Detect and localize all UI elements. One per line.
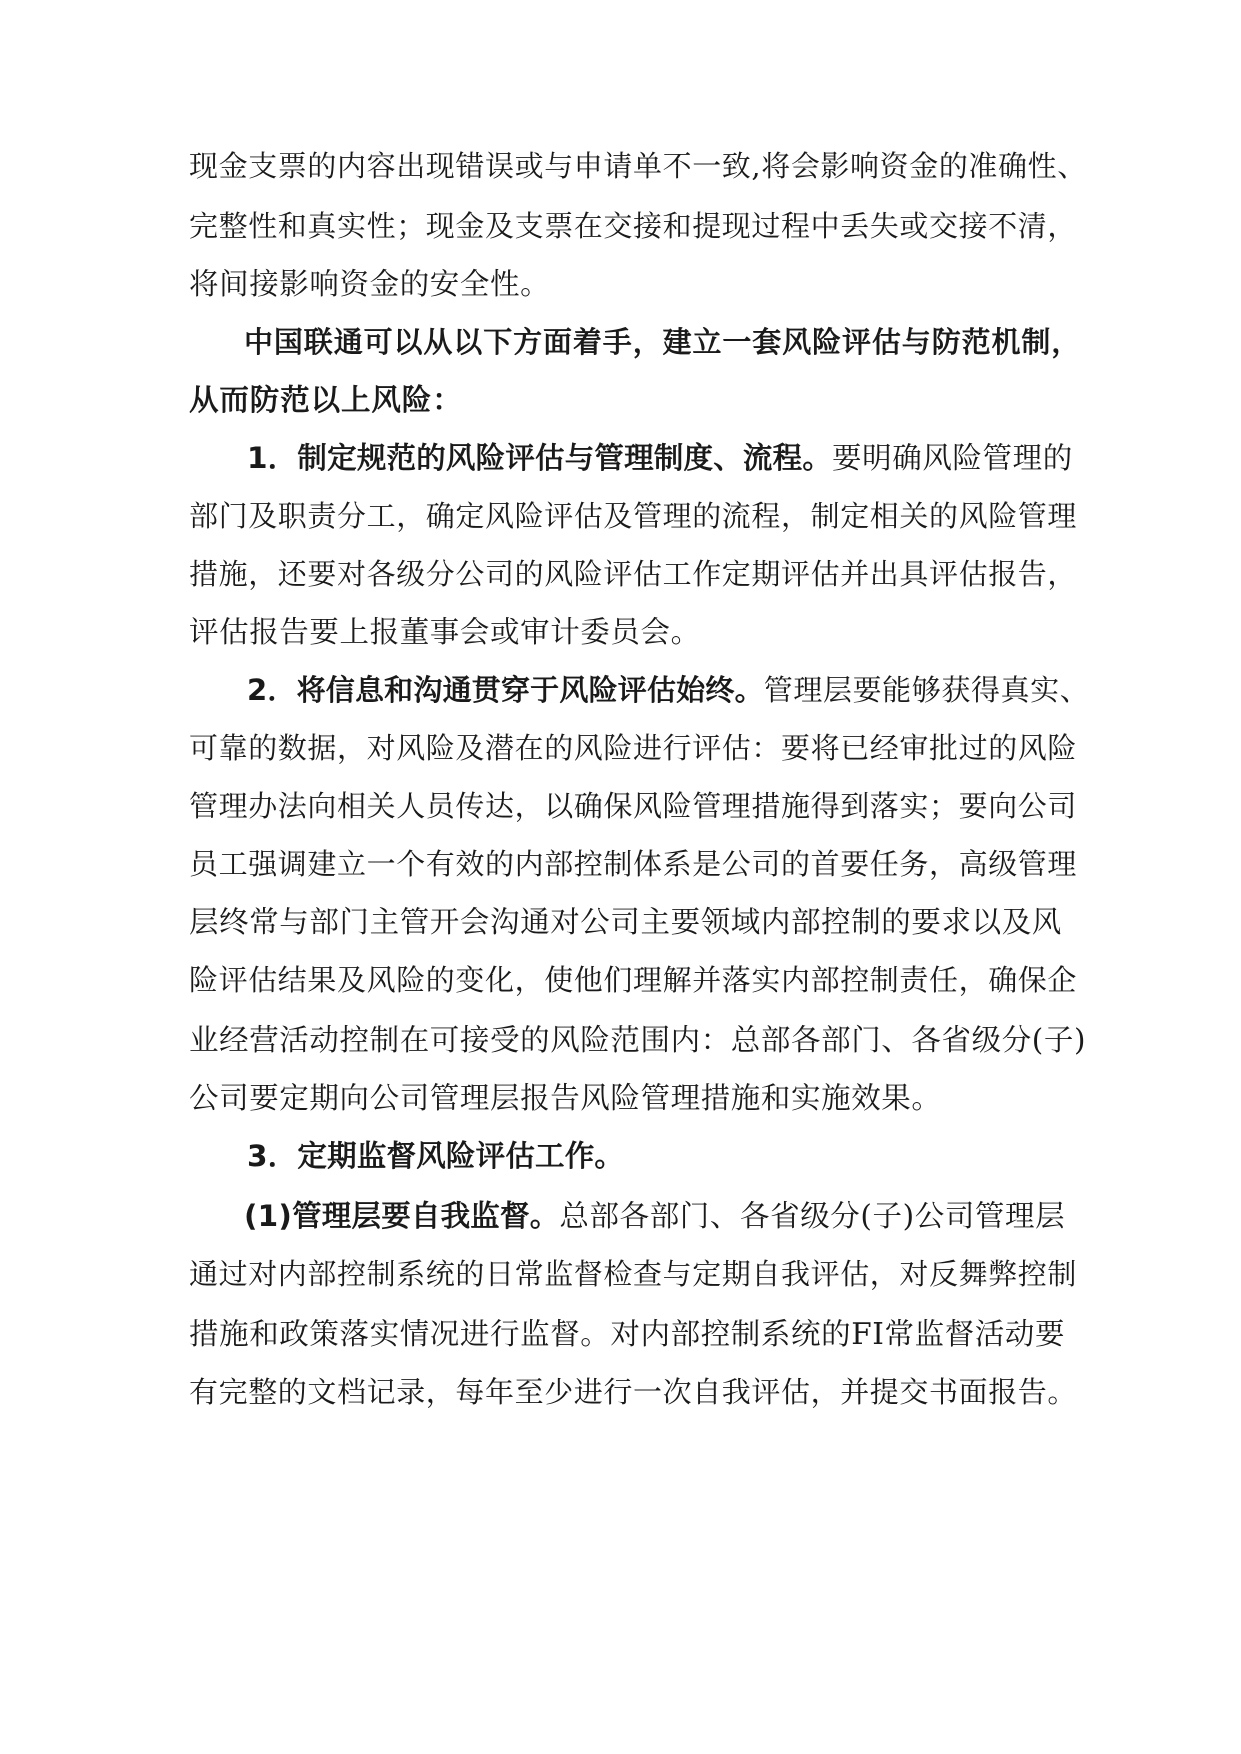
body-line-17: 公司要定期向公司管理层报告风险管理措施和实施效果。	[189, 1081, 942, 1115]
item-3-first-line	[247, 1136, 624, 1176]
item-2-first-line	[247, 670, 1089, 710]
body-line-7: 部门及职责分工，确定风险评估及管理的流程，制定相关的风险管理	[189, 499, 1078, 533]
item-2-bold-lead: 2．将信息和沟通贯穿于风险评估始终。	[247, 673, 764, 707]
subitem-1-first-line	[244, 1196, 1065, 1236]
body-line-2: 完整性和真实性；现金及支票在交接和提现过程中丢失或交接不清，	[189, 209, 1078, 243]
heading-line-2: 从而防范以上风险：	[189, 383, 463, 417]
item-1-text: 要明确风险管理的	[832, 441, 1073, 475]
body-line-13: 员工强调建立一个有效的内部控制体系是公司的首要任务，高级管理	[189, 847, 1078, 881]
body-line-14: 层终常与部门主管开会沟通对公司主要领域内部控制的要求以及风	[189, 905, 1062, 939]
item-3-bold-lead: 3．定期监督风险评估工作。	[247, 1139, 625, 1173]
body-line-20: 通过对内部控制系统的日常监督检查与定期自我评估，对反舞弊控制	[189, 1257, 1078, 1291]
body-line-22: 有完整的文档记录，每年至少进行一次自我评估，并提交书面报告。	[189, 1375, 1078, 1409]
subitem-1-text: 总部各部门、各省级分(子)公司管理层	[559, 1199, 1066, 1233]
heading-line-1: 中国联通可以从以下方面着手，建立一套风险评估与防范机制，	[244, 325, 1082, 359]
body-line-21: 措施和政策落实情况进行监督。对内部控制系统的FI常监督活动要	[189, 1317, 1066, 1351]
subitem-1-bold-lead: (1)管理层要自我监督。	[244, 1199, 560, 1233]
body-line-9: 评估报告要上报董事会或审计委员会。	[189, 615, 701, 649]
item-1-first-line	[247, 438, 1073, 478]
body-line-11: 可靠的数据，对风险及潜在的风险进行评估：要将已经审批过的风险	[189, 731, 1078, 765]
body-line-8: 措施，还要对各级分公司的风险评估工作定期评估并出具评估报告，	[189, 557, 1078, 591]
item-2-text: 管理层要能够获得真实、	[763, 673, 1090, 707]
body-line-15: 险评估结果及风险的变化，使他们理解并落实内部控制责任，确保企	[189, 963, 1078, 997]
body-line-1: 现金支票的内容出现错误或与申请单不一致,将会影响资金的准确性、	[189, 149, 1087, 183]
body-line-3: 将间接影响资金的安全性。	[189, 267, 551, 301]
body-line-12: 管理办法向相关人员传达，以确保风险管理措施得到落实；要向公司	[189, 789, 1078, 823]
item-1-bold-lead: 1．制定规范的风险评估与管理制度、流程。	[247, 441, 833, 475]
body-line-16: 业经营活动控制在可接受的风险范围内：总部各部门、各省级分(子)	[189, 1023, 1087, 1057]
